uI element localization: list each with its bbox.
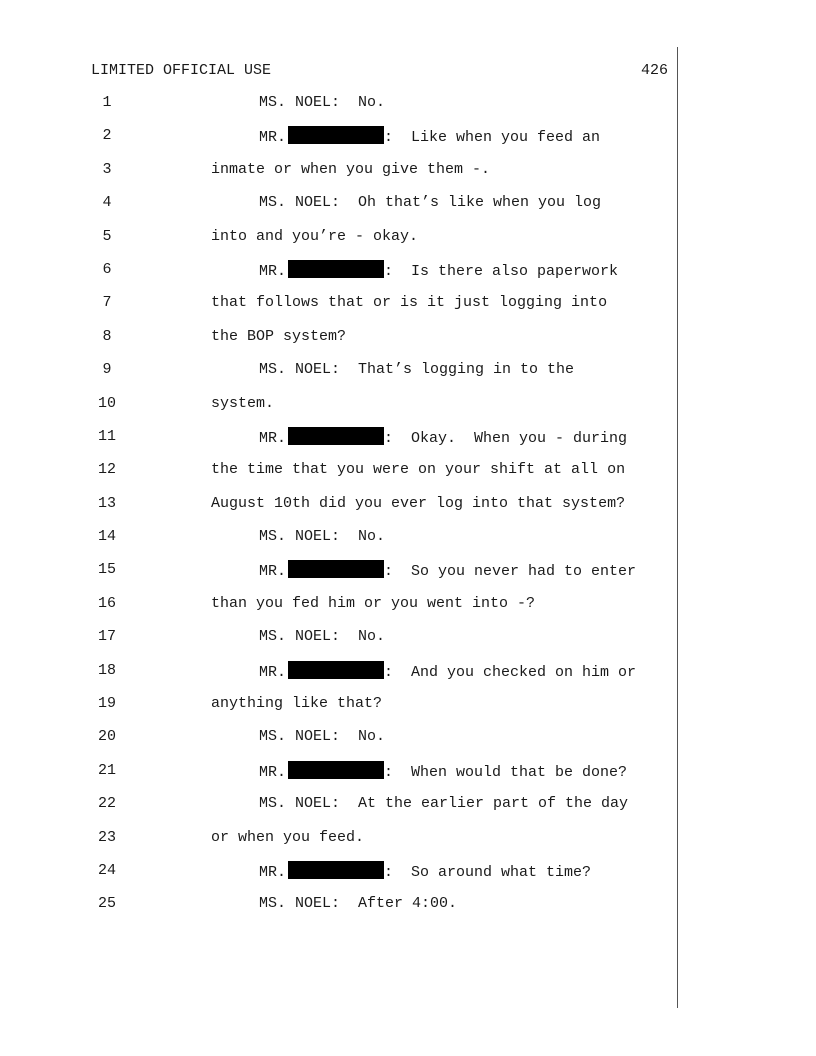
- redaction-box: [288, 260, 384, 278]
- line-body: : Like when you feed an: [384, 129, 601, 147]
- line-body: : So around what time?: [384, 863, 592, 881]
- line-number: 12: [97, 461, 116, 479]
- redaction-box: [288, 661, 384, 679]
- line-body: No.: [340, 94, 386, 111]
- line-body: or when you feed.: [211, 828, 365, 846]
- transcript-line: [0, 560, 676, 593]
- line-text: [259, 861, 591, 883]
- speaker-label: MR.: [259, 563, 287, 581]
- line-body: No.: [340, 628, 386, 646]
- redaction-box: [288, 427, 384, 445]
- line-text: [259, 627, 385, 647]
- redaction-box: [288, 761, 384, 779]
- line-body: That’s logging in to the: [340, 361, 575, 379]
- line-text: [259, 661, 636, 683]
- line-body: than you fed him or you went into -?: [211, 594, 536, 612]
- transcript-line: [0, 594, 676, 627]
- line-text: [259, 93, 385, 113]
- transcript-line: [0, 227, 676, 260]
- line-number: 13: [97, 494, 116, 512]
- line-text: [211, 160, 490, 180]
- speaker-label: MS. NOEL:: [259, 895, 341, 913]
- line-number: 3: [102, 160, 112, 178]
- line-text: [211, 394, 274, 414]
- redaction-box: [288, 560, 384, 578]
- line-body: system.: [211, 394, 275, 412]
- line-number: 2: [102, 127, 112, 145]
- line-text: [259, 527, 385, 547]
- transcript-line: [0, 694, 676, 727]
- line-number: 17: [97, 628, 116, 646]
- transcript-line: [0, 861, 676, 894]
- line-body: the BOP system?: [211, 327, 347, 345]
- line-text: [211, 828, 364, 848]
- line-body: inmate or when you give them -.: [211, 160, 491, 178]
- transcript-line: [0, 260, 676, 293]
- line-number: 8: [102, 327, 112, 345]
- line-number: 5: [102, 227, 112, 245]
- transcript-line: [0, 794, 676, 827]
- speaker-label: MR.: [259, 129, 287, 147]
- line-number: 11: [97, 427, 116, 445]
- line-number: 4: [102, 194, 112, 212]
- transcript-line: [0, 761, 676, 794]
- transcript-line: [0, 193, 676, 226]
- transcript-line: [0, 661, 676, 694]
- line-number: 16: [97, 594, 116, 612]
- transcript-line: [0, 494, 676, 527]
- speaker-label: MS. NOEL:: [259, 94, 341, 111]
- line-number: 19: [97, 695, 116, 713]
- transcript-line: [0, 126, 676, 159]
- line-number: 7: [102, 294, 112, 312]
- line-number: 9: [102, 361, 112, 379]
- line-number: 22: [97, 795, 116, 813]
- line-text: [259, 193, 601, 213]
- line-body: : So you never had to enter: [384, 563, 637, 581]
- redaction-box: [288, 861, 384, 879]
- line-text: [259, 360, 574, 380]
- line-body: into and you’re - okay.: [211, 227, 419, 245]
- speaker-label: MR.: [259, 429, 287, 447]
- line-number: 1: [102, 94, 112, 111]
- speaker-label: MS. NOEL:: [259, 728, 341, 746]
- line-number: 14: [97, 528, 116, 546]
- line-text: [259, 794, 628, 814]
- line-text: [211, 293, 607, 313]
- line-number: 25: [97, 895, 116, 913]
- line-text: [259, 727, 385, 747]
- speaker-label: MR.: [259, 863, 287, 881]
- transcript-lines: [0, 93, 676, 928]
- line-body: Oh that’s like when you log: [340, 194, 602, 212]
- right-margin-rule: [677, 47, 678, 1008]
- line-body: : And you checked on him or: [384, 663, 637, 681]
- line-body: the time that you were on your shift at all on: [211, 461, 626, 479]
- transcript-line: [0, 427, 676, 460]
- line-body: anything like that?: [211, 695, 383, 713]
- line-body: At the earlier part of the day: [340, 795, 629, 813]
- transcript-line: [0, 627, 676, 660]
- line-body: : When would that be done?: [384, 763, 628, 781]
- line-number: 10: [97, 394, 116, 412]
- line-text: [211, 494, 625, 514]
- speaker-label: MS. NOEL:: [259, 361, 341, 379]
- line-text: [211, 460, 625, 480]
- line-text: [259, 560, 636, 582]
- transcript-line: [0, 360, 676, 393]
- line-body: No.: [340, 728, 386, 746]
- line-number: 24: [97, 861, 116, 879]
- speaker-label: MR.: [259, 763, 287, 781]
- transcript-line: [0, 293, 676, 326]
- speaker-label: MS. NOEL:: [259, 795, 341, 813]
- transcript-line: [0, 460, 676, 493]
- speaker-label: MR.: [259, 663, 287, 681]
- line-text: [259, 260, 618, 282]
- transcript-line: [0, 327, 676, 360]
- line-text: [259, 894, 457, 914]
- line-body: No.: [340, 528, 386, 546]
- transcript-line: [0, 828, 676, 861]
- transcript-line: [0, 727, 676, 760]
- redaction-box: [288, 126, 384, 144]
- transcript-line: [0, 527, 676, 560]
- line-body: : Okay. When you - during: [384, 429, 628, 447]
- speaker-label: MS. NOEL:: [259, 194, 341, 212]
- line-number: 15: [97, 561, 116, 579]
- line-text: [211, 694, 382, 714]
- line-body: that follows that or is it just logging into: [211, 294, 608, 312]
- page-number: 426: [640, 62, 668, 79]
- line-text: [259, 126, 600, 148]
- line-text: [211, 327, 346, 347]
- line-body: : Is there also paperwork: [384, 262, 619, 280]
- speaker-label: MR.: [259, 262, 287, 280]
- line-body: August 10th did you ever log into that system?: [211, 494, 626, 512]
- line-text: [211, 594, 535, 614]
- line-number: 23: [97, 828, 116, 846]
- line-number: 20: [97, 728, 116, 746]
- line-text: [259, 427, 627, 449]
- line-text: [259, 761, 627, 783]
- transcript-line: [0, 894, 676, 927]
- transcript-line: [0, 93, 676, 126]
- transcript-line: [0, 160, 676, 193]
- transcript-line: [0, 394, 676, 427]
- classification-header: LIMITED OFFICIAL USE: [91, 62, 272, 79]
- line-number: 21: [97, 761, 116, 779]
- line-text: [211, 227, 418, 247]
- speaker-label: MS. NOEL:: [259, 628, 341, 646]
- line-number: 18: [97, 661, 116, 679]
- line-body: After 4:00.: [340, 895, 458, 913]
- speaker-label: MS. NOEL:: [259, 528, 341, 546]
- line-number: 6: [102, 260, 112, 278]
